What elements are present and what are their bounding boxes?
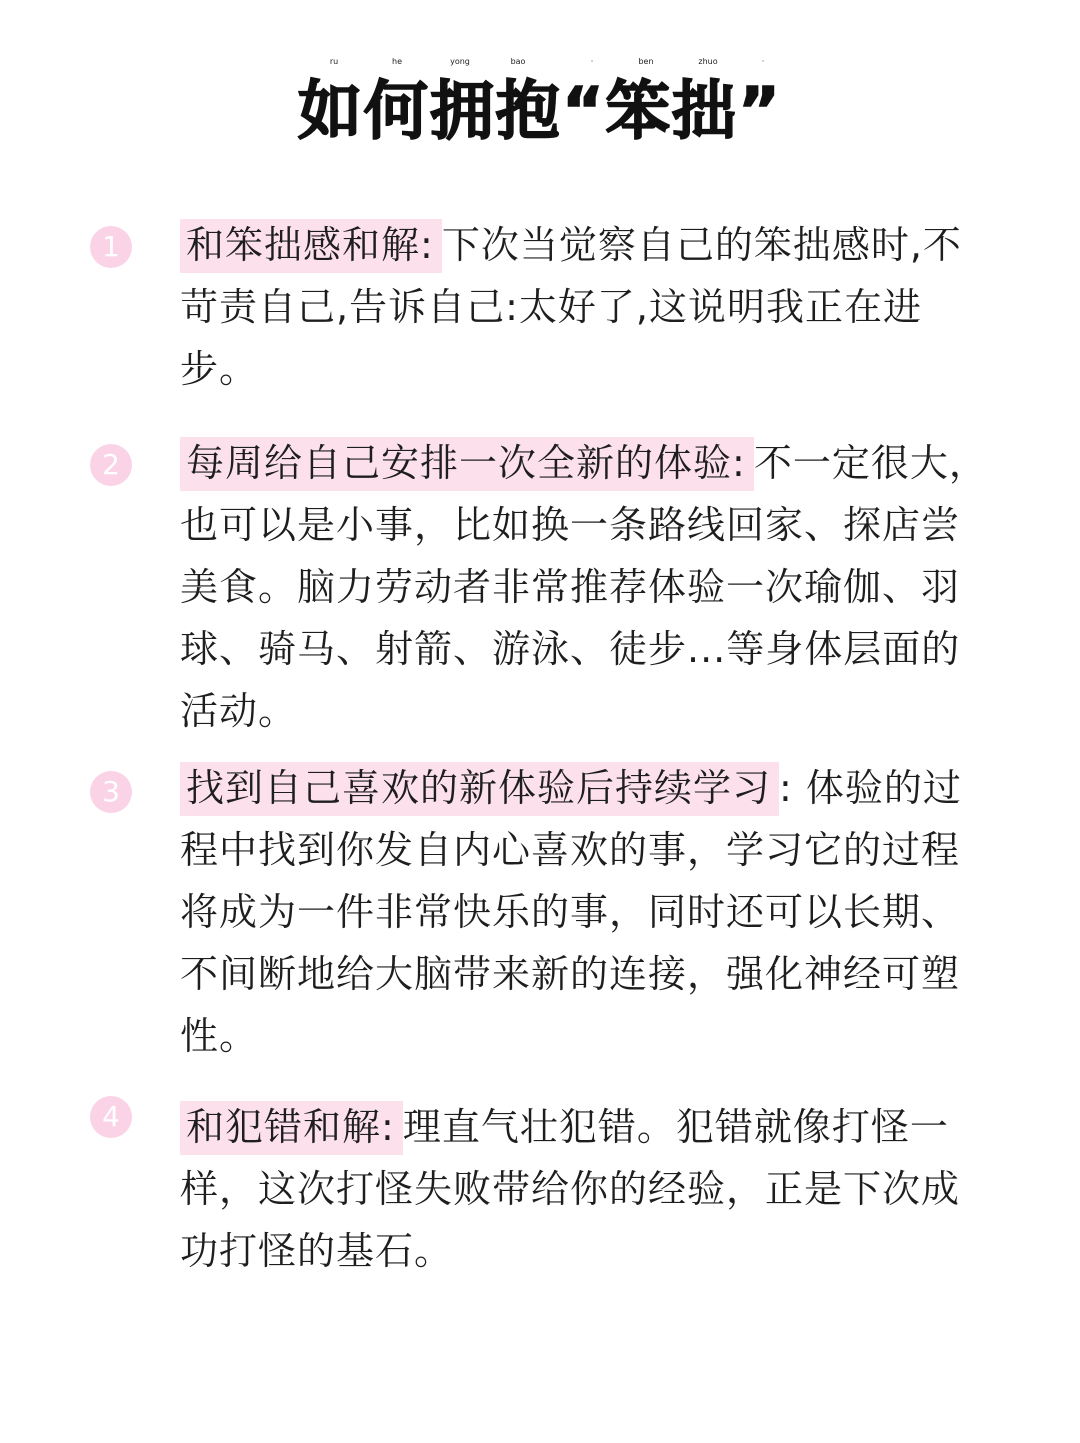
item-body: 理直气壮犯错。犯错就像打怪一样，这次打怪失败带给你的经验，正是下次成功打怪的基石。: [180, 1105, 961, 1273]
number-badge: 4: [90, 1096, 132, 1138]
item-text: [180, 432, 995, 742]
pinyin-syllable: ben: [638, 57, 654, 66]
pinyin-syllable: he: [392, 57, 402, 66]
highlighted-heading: 和笨拙感和解:: [180, 219, 442, 273]
highlighted-heading: 和犯错和解:: [180, 1101, 403, 1155]
number-badge: 2: [90, 444, 132, 486]
pinyin-syllable: ru: [329, 57, 339, 66]
item-text: [180, 757, 995, 1067]
item-body: 下次当觉察自己的笨拙感时,不苛责自己,告诉自己:太好了,这说明我正在进步。: [180, 223, 962, 391]
highlighted-heading: 找到自己喜欢的新体验后持续学习: [180, 762, 779, 816]
item-text: [180, 1096, 995, 1282]
highlighted-heading: 每周给自己安排一次全新的体验:: [180, 437, 754, 491]
pinyin-syllable: ·: [590, 57, 594, 66]
page-title: 如何拥抱“笨拙”: [297, 75, 783, 149]
title-pinyin: [0, 55, 1080, 69]
number-badge: 1: [90, 226, 132, 268]
item-body: 不一定很大，也可以是小事，比如换一条路线回家、探店尝美食。脑力劳动者非常推荐体验一次瑜伽、羽球、骑马、射箭、游泳、徒步...等身体层面的活动。: [180, 441, 988, 733]
item-text: [180, 214, 995, 400]
pinyin-syllable: yong: [450, 57, 470, 66]
pinyin-syllable: bao: [510, 57, 526, 66]
number-badge: 3: [90, 771, 132, 813]
pinyin-syllable: ·: [761, 57, 765, 66]
pinyin-syllable: zhuo: [698, 57, 718, 66]
item-body: : 体验的过程中找到你发自内心喜欢的事，学习它的过程将成为一件非常快乐的事，同时还可以长期、不间断地给大脑带来新的连接，强化神经可塑性。: [180, 766, 962, 1058]
